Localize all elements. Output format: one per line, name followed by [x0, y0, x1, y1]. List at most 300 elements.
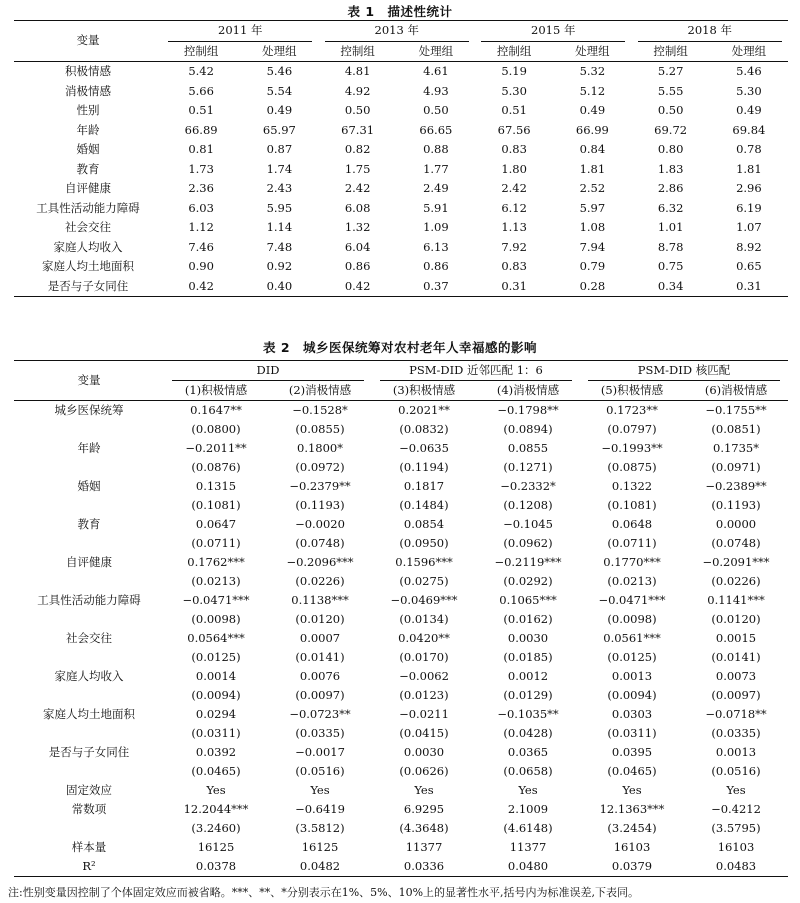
table1-group-subheader: 控制组	[653, 43, 688, 58]
table-row	[14, 667, 788, 686]
table-cell: 0.42	[319, 277, 397, 297]
table-cell: (3.5795)	[711, 821, 761, 835]
row-label: 消极情感	[65, 83, 111, 98]
row-label: 家庭人均土地面积	[43, 707, 135, 721]
table-cell: −0.2091***	[702, 555, 770, 569]
table2-caption: 表 2 城乡医保统筹对农村老年人幸福感的影响	[262, 340, 538, 355]
table-cell: −0.6419	[295, 802, 345, 816]
table-cell: (0.0125)	[191, 650, 241, 664]
table2-column-header: (4)消极情感	[496, 383, 560, 397]
table-cell: (0.0711)	[607, 536, 657, 550]
table-cell: 2.49	[423, 181, 449, 195]
row-label: 样本量	[71, 840, 107, 854]
table-cell: (0.0971)	[711, 460, 761, 474]
table-cell: (0.0465)	[607, 764, 657, 778]
table-cell: 5.54	[266, 83, 293, 98]
table-cell: 11377	[405, 840, 443, 854]
table-cell: −0.2332*	[500, 479, 556, 493]
table1-caption: 表 1 描述性统计	[347, 4, 453, 19]
table-cell: 0.0395	[611, 745, 653, 759]
table-cell: 0.51	[188, 103, 214, 117]
table-cell: (0.0851)	[711, 422, 761, 436]
table-cell: 65.97	[262, 122, 296, 137]
table-cell: 1.13	[501, 220, 527, 234]
table-cell: 0.88	[423, 142, 449, 156]
table-cell: −0.4212	[711, 802, 761, 816]
table1-group-subheader: 控制组	[496, 43, 532, 58]
table-cell: (0.0226)	[711, 574, 761, 588]
table-row	[14, 724, 788, 743]
table-cell: (0.0711)	[191, 536, 241, 550]
row-label	[14, 572, 164, 591]
table-cell: 6.03	[188, 200, 214, 215]
table-cell: 0.0648	[611, 517, 653, 531]
table-cell: 0.1138***	[291, 593, 349, 607]
table1-year-2018: 2018 年	[632, 21, 789, 42]
table-cell: (0.0129)	[503, 688, 553, 702]
table-cell: (0.0465)	[191, 764, 241, 778]
table-cell: 0.28	[553, 277, 631, 297]
row-label: 固定效应	[66, 783, 112, 797]
table-cell: 0.37	[397, 277, 475, 297]
row-label	[14, 534, 164, 553]
table-cell: 0.78	[736, 142, 762, 156]
table-cell: (0.0516)	[711, 764, 761, 778]
table-cell: −0.1045	[503, 517, 553, 531]
table-cell: 0.51	[501, 103, 527, 117]
table-cell: 0.2021**	[398, 403, 450, 417]
row-label	[14, 420, 164, 439]
row-label: 婚姻	[76, 142, 100, 156]
table-cell: (0.0428)	[503, 726, 553, 740]
table-cell: 5.42	[188, 64, 214, 78]
table-cell: (0.0962)	[503, 536, 553, 550]
table-cell: (0.0658)	[503, 764, 553, 778]
table-cell: (0.0097)	[295, 688, 345, 702]
table-cell: 4.92	[344, 83, 371, 98]
table-row	[14, 534, 788, 553]
table-row	[14, 838, 788, 857]
table-row	[14, 857, 788, 877]
table-cell: 0.34	[632, 277, 710, 297]
table-cell: 1.08	[579, 220, 606, 234]
table-cell: 0.0013	[611, 669, 653, 683]
table-cell: 67.56	[497, 122, 531, 137]
table-cell: 5.97	[579, 200, 606, 215]
table-cell: 4.61	[423, 64, 449, 78]
table-cell: (0.0748)	[295, 536, 345, 550]
table-cell: 0.75	[657, 259, 684, 273]
table-cell: (0.0170)	[399, 650, 449, 664]
table-row	[14, 629, 788, 648]
table-cell: 7.46	[188, 239, 214, 254]
table-cell: 0.49	[266, 103, 293, 117]
table-cell: −0.2011**	[185, 441, 247, 455]
row-label: 城乡医保统筹	[54, 403, 124, 417]
table-cell: −0.1993**	[601, 441, 663, 455]
table2-group-did: DID	[164, 361, 372, 382]
table-cell: 2.52	[579, 181, 606, 195]
table-cell: (0.0876)	[191, 460, 241, 474]
row-label	[14, 724, 164, 743]
table-cell: (0.0213)	[191, 574, 241, 588]
table-cell: 0.0336	[372, 857, 476, 877]
table-cell: −0.0471***	[598, 593, 666, 607]
table-cell: Yes	[726, 783, 746, 797]
table-cell: 1.12	[188, 220, 214, 234]
descriptive-stats-table	[14, 20, 788, 297]
table-cell: −0.1755**	[705, 403, 767, 417]
table-cell: 69.84	[732, 122, 766, 137]
table-row	[14, 458, 788, 477]
table-cell: −0.0471***	[182, 593, 250, 607]
table-cell: 0.40	[240, 277, 318, 297]
table-cell: 0.82	[344, 142, 371, 156]
table-row	[14, 101, 788, 121]
table-cell: −0.2379**	[289, 479, 351, 493]
table-cell: 4.93	[423, 83, 449, 98]
table-cell: −0.2096***	[286, 555, 354, 569]
table-cell: 0.0294	[195, 707, 237, 721]
table-cell: 4.81	[344, 64, 371, 78]
table-cell: (0.0335)	[295, 726, 345, 740]
table-cell: 0.49	[736, 103, 762, 117]
table-cell: −0.2119***	[494, 555, 562, 569]
table-cell: 12.2044***	[183, 802, 249, 816]
table-cell: 0.0015	[715, 631, 757, 645]
table-row	[14, 705, 788, 724]
table-row	[14, 439, 788, 458]
table-row	[14, 199, 788, 219]
table-cell: 0.31	[710, 277, 788, 297]
table-cell: (0.0748)	[711, 536, 761, 550]
table-cell: 5.91	[423, 200, 449, 215]
table-row	[14, 686, 788, 705]
table-cell: −0.1528*	[292, 403, 348, 417]
table-cell: Yes	[206, 783, 226, 797]
table-cell: 2.42	[344, 181, 371, 195]
table-cell: 5.30	[736, 83, 762, 98]
table-cell: (0.0832)	[399, 422, 449, 436]
table1-variable-header: 变量	[14, 21, 162, 62]
table-cell: (4.6148)	[503, 821, 553, 835]
table-cell: 0.0365	[507, 745, 549, 759]
table-cell: 5.66	[188, 83, 214, 98]
table-cell: 0.0303	[611, 707, 653, 721]
table-cell: 0.0561***	[603, 631, 661, 645]
table-cell: 6.12	[501, 200, 527, 215]
table-cell: 16125	[301, 840, 339, 854]
table-cell: (0.0415)	[399, 726, 449, 740]
row-label: 婚姻	[77, 479, 101, 493]
table-cell: 16125	[197, 840, 235, 854]
table-cell: (0.0972)	[295, 460, 345, 474]
row-label: 是否与子女同住	[14, 277, 162, 297]
table1-group-subheader: 处理组	[418, 43, 454, 58]
row-label	[14, 458, 164, 477]
row-label: 家庭人均土地面积	[42, 259, 134, 273]
table-cell: (0.0123)	[399, 688, 449, 702]
table-cell: 0.1322	[611, 479, 653, 493]
table-cell: 2.86	[657, 181, 684, 195]
table-cell: (0.0134)	[399, 612, 449, 626]
row-label	[14, 648, 164, 667]
table-cell: (0.0894)	[503, 422, 553, 436]
row-label: 社会交往	[65, 220, 111, 234]
table-cell: Yes	[414, 783, 434, 797]
table-cell: 0.1762***	[187, 555, 245, 569]
table-row	[14, 781, 788, 800]
table-cell: 0.65	[736, 259, 762, 273]
table-cell: 0.0379	[580, 857, 684, 877]
table-row	[14, 401, 788, 421]
table-cell: 0.0647	[195, 517, 237, 531]
table-cell: (0.0094)	[191, 688, 241, 702]
table-cell: 6.19	[736, 200, 762, 215]
table-row	[14, 277, 788, 297]
table-cell: 0.50	[344, 103, 371, 117]
table-cell: 5.19	[501, 64, 527, 78]
table-cell: 12.1363***	[599, 802, 665, 816]
table-cell: (0.0292)	[503, 574, 553, 588]
table-cell: 1.81	[736, 161, 762, 176]
table-cell: 1.14	[266, 220, 293, 234]
row-label: 教育	[76, 161, 100, 176]
table-row	[14, 257, 788, 277]
table-row	[14, 591, 788, 610]
table-cell: 0.87	[266, 142, 293, 156]
table-cell: 0.83	[501, 259, 527, 273]
table-row	[14, 572, 788, 591]
table-row	[14, 140, 788, 160]
table-cell: 7.92	[501, 239, 527, 254]
table-cell: (3.2460)	[191, 821, 241, 835]
table-cell: 11377	[509, 840, 547, 854]
table-cell: (0.0141)	[295, 650, 345, 664]
table-cell: 16103	[717, 840, 755, 854]
table-cell: 5.30	[501, 83, 527, 98]
table-cell: Yes	[518, 783, 538, 797]
table-cell: 0.1596***	[395, 555, 453, 569]
table-row	[14, 800, 788, 819]
table-cell: (0.0097)	[711, 688, 761, 702]
table-cell: −0.0211	[399, 707, 449, 721]
table-cell: 7.94	[579, 239, 606, 254]
table-cell: 7.48	[266, 239, 293, 254]
row-label	[14, 762, 164, 781]
table-cell: 0.79	[579, 259, 606, 273]
table-cell: 5.12	[579, 83, 606, 98]
table-cell: (0.0098)	[191, 612, 241, 626]
table-cell: 0.1770***	[603, 555, 661, 569]
table-row	[14, 82, 788, 102]
table-cell: 5.32	[579, 64, 606, 78]
table-row	[14, 62, 788, 82]
table-cell: 2.96	[736, 181, 762, 195]
table-cell: 5.27	[657, 64, 684, 78]
table-cell: 0.0030	[403, 745, 445, 759]
table-row	[14, 420, 788, 439]
table-cell: (0.1271)	[503, 460, 553, 474]
table-cell: 0.0564***	[187, 631, 245, 645]
row-label: 自评健康	[66, 555, 112, 569]
table-cell: −0.0469***	[390, 593, 458, 607]
table-cell: 0.1315	[195, 479, 237, 493]
table-cell: Yes	[622, 783, 642, 797]
table-cell: −0.0718**	[705, 707, 767, 721]
table-row	[14, 819, 788, 838]
table-cell: 0.0482	[268, 857, 372, 877]
table-cell: (0.0875)	[607, 460, 657, 474]
table-cell: 69.72	[654, 122, 688, 137]
table-cell: (0.1484)	[399, 498, 449, 512]
table-row	[14, 610, 788, 629]
table-cell: 0.81	[188, 142, 214, 156]
table-cell: (0.0275)	[399, 574, 449, 588]
table-cell: 6.32	[657, 200, 684, 215]
row-label: 自评健康	[65, 181, 111, 195]
table-cell: (0.1193)	[295, 498, 345, 512]
table-cell: 66.99	[575, 122, 609, 137]
table-row	[14, 743, 788, 762]
table-cell: (0.0950)	[399, 536, 449, 550]
table-cell: 0.0073	[715, 669, 757, 683]
table-cell: −0.1798**	[497, 403, 559, 417]
table-cell: (3.5812)	[295, 821, 345, 835]
table1-year-2015: 2015 年	[475, 21, 632, 42]
table1-year-2011: 2011 年	[162, 21, 319, 42]
row-label	[14, 819, 164, 838]
table-cell: (0.0162)	[503, 612, 553, 626]
table-cell: 0.1800*	[297, 441, 343, 455]
table-cell: 1.32	[344, 220, 371, 234]
table-cell: 0.0012	[507, 669, 549, 683]
table2-group-psm-kernel: PSM-DID 核匹配	[580, 361, 788, 382]
table-cell: 8.92	[736, 239, 762, 254]
table-cell: Yes	[310, 783, 330, 797]
table-cell: −0.2389**	[705, 479, 767, 493]
table-cell: 0.50	[423, 103, 449, 117]
table-cell: 0.0030	[507, 631, 549, 645]
table-cell: 0.86	[423, 259, 449, 273]
row-label	[14, 496, 164, 515]
table-cell: (0.0213)	[607, 574, 657, 588]
table-cell: 0.42	[162, 277, 240, 297]
table-cell: (0.0185)	[503, 650, 553, 664]
table-cell: 5.95	[266, 200, 293, 215]
row-label: 社会交往	[66, 631, 112, 645]
table1-group-subheader: 控制组	[340, 43, 375, 58]
table-footnote: 注:性别变量因控制了个体固定效应而被省略。***、**、*分别表示在1%、5%、10%上的显著性水平,括号内为标准误差,下表同。	[8, 886, 640, 899]
table-cell: 0.1735*	[713, 441, 759, 455]
table-cell: 67.31	[341, 122, 375, 137]
table-cell: 8.78	[657, 239, 684, 254]
table-cell: −0.0723**	[289, 707, 351, 721]
table-cell: 6.9295	[403, 802, 445, 816]
table2-column-header: (3)积极情感	[392, 383, 456, 397]
table1-group-subheader: 处理组	[731, 43, 767, 58]
table-cell: (3.2454)	[607, 821, 657, 835]
table-cell: 16103	[613, 840, 651, 854]
table-cell: (0.0120)	[711, 612, 761, 626]
table-cell: (0.0311)	[191, 726, 241, 740]
table-cell: 5.46	[266, 64, 293, 78]
row-label: R²	[14, 857, 164, 877]
table-cell: 2.42	[501, 181, 527, 195]
table1-year-2013: 2013 年	[319, 21, 476, 42]
table-cell: (0.0516)	[295, 764, 345, 778]
table-cell: 1.75	[344, 161, 371, 176]
table-row	[14, 477, 788, 496]
table-row	[14, 238, 788, 258]
table-cell: (0.0120)	[295, 612, 345, 626]
table-cell: (0.1081)	[607, 498, 657, 512]
table-cell: 0.80	[657, 142, 684, 156]
table-cell: (0.0800)	[191, 422, 241, 436]
row-label: 家庭人均收入	[53, 239, 123, 254]
row-label: 教育	[77, 517, 101, 531]
table-cell: 0.31	[475, 277, 553, 297]
row-label: 工具性活动能力障碍	[37, 593, 141, 607]
table-cell: 6.04	[344, 239, 371, 254]
table2-column-header: (2)消极情感	[288, 383, 352, 397]
table2-group-psm-nearest: PSM-DID 近邻匹配 1：6	[372, 361, 580, 382]
table-cell: 1.01	[657, 220, 684, 234]
table2-variable-header: 变量	[14, 361, 164, 401]
row-label: 家庭人均收入	[54, 669, 124, 683]
table-cell: 1.74	[266, 161, 293, 176]
table-cell: 1.80	[501, 161, 527, 176]
row-label: 积极情感	[65, 64, 111, 78]
table-cell: (0.0335)	[711, 726, 761, 740]
table-cell: 1.73	[188, 161, 214, 176]
row-label: 年龄	[76, 122, 100, 137]
row-label	[14, 610, 164, 629]
table-cell: (4.3648)	[399, 821, 449, 835]
table-cell: 0.1065***	[499, 593, 557, 607]
table-cell: 0.0855	[507, 441, 549, 455]
table-cell: (0.0141)	[711, 650, 761, 664]
table-cell: 0.0392	[195, 745, 237, 759]
table-cell: (0.0797)	[607, 422, 657, 436]
table-row	[14, 179, 788, 199]
table1-group-subheader: 处理组	[262, 43, 297, 58]
table-row	[14, 553, 788, 572]
table-cell: 0.0483	[684, 857, 788, 877]
table-cell: 5.46	[736, 64, 762, 78]
table-row	[14, 121, 788, 141]
table1-group-subheader: 处理组	[575, 43, 610, 58]
table-cell: 0.1723**	[606, 403, 658, 417]
table-cell: 0.0013	[715, 745, 757, 759]
table-cell: (0.0125)	[607, 650, 657, 664]
table-cell: 0.86	[344, 259, 371, 273]
row-label: 年龄	[77, 441, 101, 455]
table-cell: 0.0420**	[398, 631, 450, 645]
table2-column-header: (1)积极情感	[184, 383, 248, 397]
table-cell: 1.77	[423, 161, 449, 176]
table-row	[14, 648, 788, 667]
table-cell: 0.83	[501, 142, 527, 156]
table-cell: 0.0007	[299, 631, 341, 645]
table-cell: 0.92	[266, 259, 293, 273]
table-cell: (0.1193)	[711, 498, 761, 512]
row-label: 工具性活动能力障碍	[36, 200, 140, 215]
row-label	[14, 686, 164, 705]
regression-results-table	[14, 360, 788, 877]
table-cell: (0.1194)	[399, 460, 449, 474]
table2-column-header: (5)积极情感	[600, 383, 664, 397]
